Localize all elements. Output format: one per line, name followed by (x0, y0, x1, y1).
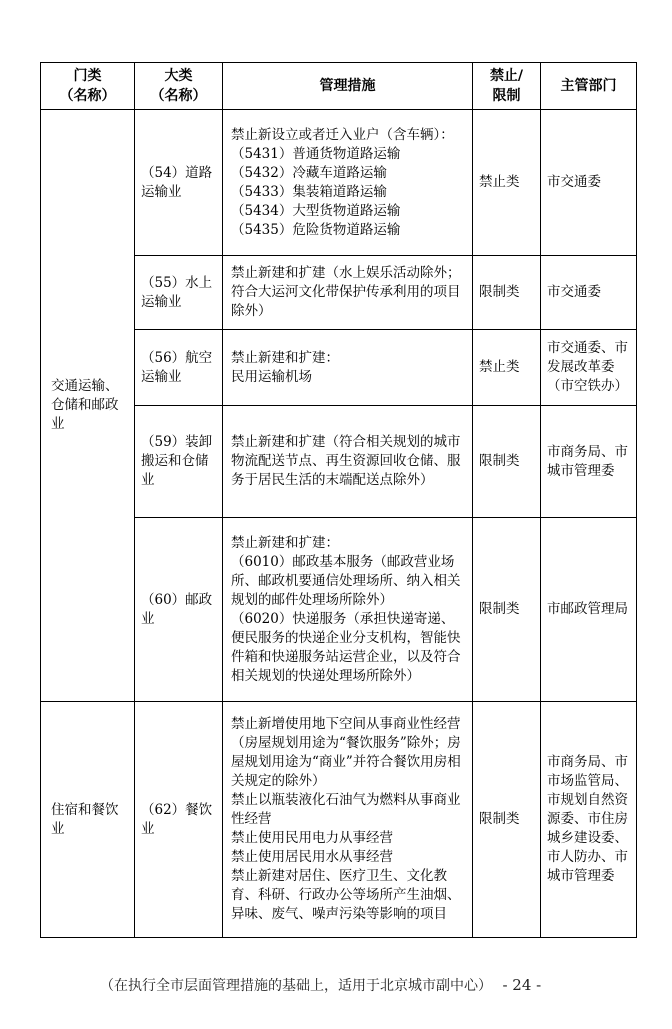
footer-note: （在执行全市层面管理措施的基础上，适用于北京城市副中心） (100, 978, 492, 994)
header-type-line2: 限制 (492, 88, 521, 104)
subcategory-cell: （56）航空运输业 (135, 330, 223, 406)
header-category-line2: （名称） (59, 88, 116, 104)
table-header-row (41, 63, 637, 110)
subcategory-cell: （60）邮政业 (135, 518, 223, 702)
measure-line: 禁止新建和扩建： (231, 534, 339, 551)
department-cell: 市交通委 (541, 110, 637, 256)
measure-line: （6010）邮政基本服务（邮政营业场所、邮政机要通信处理场所、纳入相关规划的邮件处理场所除外） (231, 553, 461, 608)
management-measures-table (40, 62, 637, 938)
measure-line: 禁止新建和扩建： (231, 349, 339, 366)
header-category-line1: 门类 (73, 68, 102, 84)
measures-cell (223, 406, 473, 518)
type-cell: 限制类 (473, 406, 541, 518)
type-cell: 限制类 (473, 702, 541, 938)
measures-cell (223, 518, 473, 702)
table-row (41, 702, 637, 938)
measure-line: 禁止以瓶装液化石油气为燃料从事商业性经营 (231, 792, 461, 827)
measure-line: 禁止新增使用地下空间从事商业性经营（房屋规划用途为“餐饮服务”除外；房屋规划用途为“商业”并符合餐饮用房相关规定的除外） (231, 716, 461, 789)
header-subcategory-line2: （名称） (150, 88, 207, 104)
subcategory-cell: （62）餐饮业 (135, 702, 223, 938)
measure-line: 禁止使用居民用水从事经营 (231, 849, 393, 865)
measure-line: （5435）危险货物道路运输 (231, 221, 401, 238)
measure-line: 禁止新建和扩建（符合相关规划的城市物流配送节点、再生资源回收仓储、服务于居民生活的末端配送点除外） (231, 434, 461, 488)
department-cell: 市交通委、市发展改革委（市空铁办） (541, 330, 637, 406)
department-cell: 市商务局、市城市管理委 (541, 406, 637, 518)
category-cell: 住宿和餐饮业 (41, 702, 135, 938)
department-cell: 市交通委 (541, 256, 637, 330)
type-cell: 限制类 (473, 256, 541, 330)
measure-line: （6020）快递服务（承担快递寄递、便民服务的快递企业分支机构，智能快件箱和快递服务站运营企业，以及符合相关规划的快递处理场所除外） (231, 610, 461, 684)
department-cell: 市邮政管理局 (541, 518, 637, 702)
measure-line: （5431）普通货物道路运输 (231, 145, 401, 162)
measure-line: （5432）冷藏车道路运输 (231, 164, 387, 181)
measures-cell (223, 110, 473, 256)
subcategory-cell: （55）水上运输业 (135, 256, 223, 330)
measure-line: （5433）集装箱道路运输 (231, 183, 387, 200)
type-cell: 限制类 (473, 518, 541, 702)
measures-cell (223, 702, 473, 938)
header-subcategory (135, 63, 223, 110)
header-type (473, 63, 541, 110)
header-department: 主管部门 (541, 63, 637, 110)
measures-cell (223, 256, 473, 330)
table-row (41, 110, 637, 256)
department-cell: 市商务局、市市场监管局、市规划自然资源委、市住房城乡建设委、市人防办、市城市管理委 (541, 702, 637, 938)
subcategory-cell: （59）装卸搬运和仓储业 (135, 406, 223, 518)
subcategory-cell: （54）道路运输业 (135, 110, 223, 256)
measure-line: 禁止新设立或者迁入业户（含车辆）： (231, 126, 454, 143)
category-cell: 交通运输、仓储和邮政业 (41, 110, 135, 702)
measure-line: 禁止新建和扩建（水上娱乐活动除外；符合大运河文化带保护传承利用的项目除外） (231, 265, 461, 319)
measure-line: 禁止新建对居住、医疗卫生、文化教育、科研、行政办公等场所产生油烟、异味、废气、噪声污染等影响的项目 (231, 868, 461, 922)
page-number: - 24 - (502, 976, 542, 994)
header-subcategory-line1: 大类 (164, 68, 193, 84)
header-type-line1: 禁止/ (489, 68, 524, 84)
measure-line: 民用运输机场 (231, 368, 312, 385)
type-cell: 禁止类 (473, 110, 541, 256)
measure-line: （5434）大型货物道路运输 (231, 202, 401, 219)
measures-cell (223, 330, 473, 406)
page-footer (100, 975, 640, 995)
header-measures: 管理措施 (223, 63, 473, 110)
measure-line: 禁止使用民用电力从事经营 (231, 830, 393, 846)
header-category (41, 63, 135, 110)
type-cell: 禁止类 (473, 330, 541, 406)
